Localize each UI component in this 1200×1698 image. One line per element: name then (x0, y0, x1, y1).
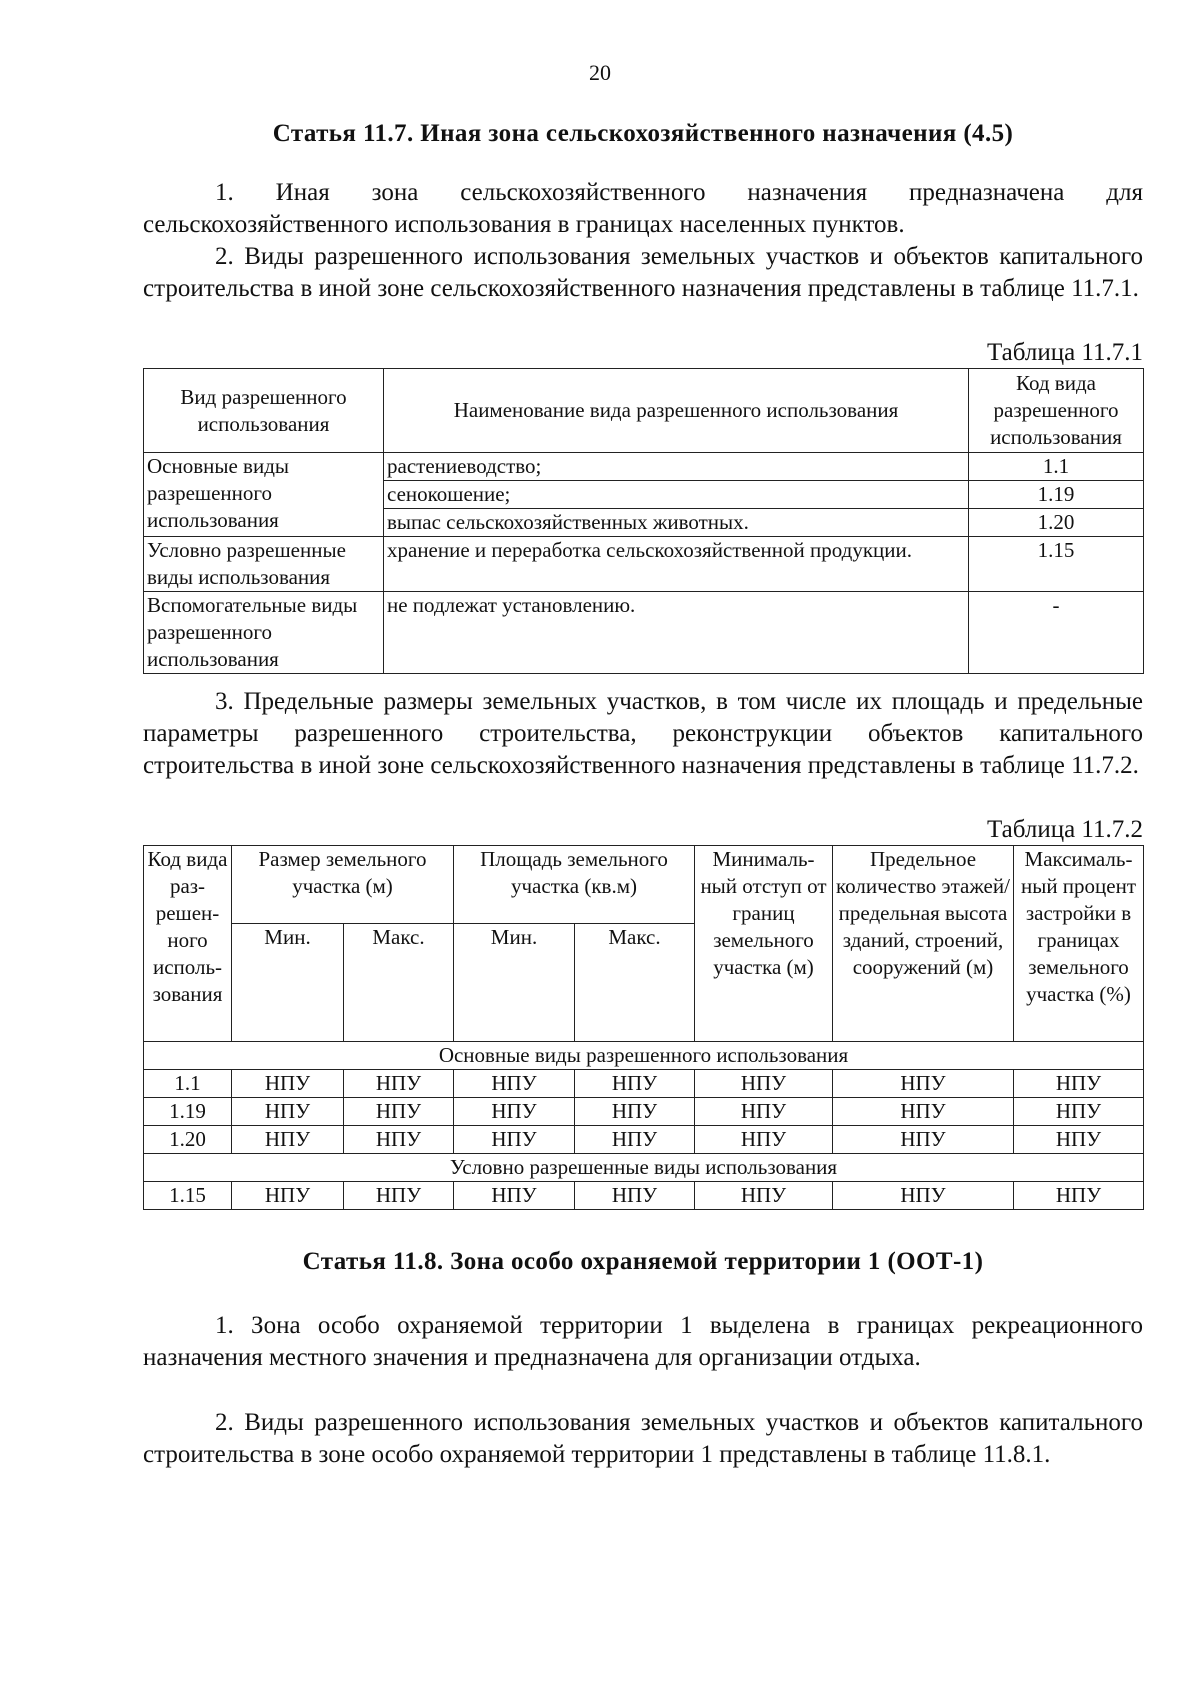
cell-value: НПУ (1014, 1182, 1144, 1210)
cell-value: НПУ (833, 1098, 1014, 1126)
table-row (144, 1126, 1144, 1154)
row-name: растениеводство; (384, 453, 969, 481)
cell-value: НПУ (833, 1070, 1014, 1098)
cell-value: НПУ (575, 1182, 695, 1210)
header-floors: Предельное количество этажей/ предельная высота зданий, строений, сооружений (м) (833, 846, 1014, 1042)
row-code: 1.20 (969, 509, 1144, 537)
cell-value: НПУ (454, 1182, 575, 1210)
table-section-row (144, 1042, 1144, 1070)
row-kind: Основные виды разрешенного использования (144, 453, 384, 537)
cell-value: НПУ (232, 1126, 344, 1154)
table-row (144, 592, 1144, 674)
header-plot-size: Размер земельного участка (м) (232, 846, 454, 924)
cell-value: НПУ (695, 1182, 833, 1210)
header-code: Код вида разрешенного использования (969, 369, 1144, 453)
cell-value: НПУ (454, 1126, 575, 1154)
table-row (144, 453, 1144, 481)
section-conditional: Условно разрешенные виды использования (144, 1154, 1144, 1182)
cell-value: НПУ (232, 1070, 344, 1098)
cell-value: НПУ (575, 1070, 695, 1098)
cell-value: НПУ (344, 1070, 454, 1098)
header-area-max: Макс. (575, 924, 695, 1042)
row-kind: Условно разрешенные виды использования (144, 537, 384, 592)
header-plot-area: Площадь земельного участка (кв.м) (454, 846, 695, 924)
cell-value: НПУ (232, 1098, 344, 1126)
header-code: Код вида раз-решен-ного исполь-зования (144, 846, 232, 1042)
table-header-row (144, 369, 1144, 453)
cell-code: 1.1 (144, 1070, 232, 1098)
table-11-7-2 (143, 845, 1144, 1210)
cell-code: 1.19 (144, 1098, 232, 1126)
row-name: сенокошение; (384, 481, 969, 509)
cell-value: НПУ (344, 1126, 454, 1154)
cell-value: НПУ (232, 1182, 344, 1210)
table-header-row (144, 846, 1144, 924)
article-11-7-paragraph-3: 3. Предельные размеры земельных участков, в том числе их площадь и предельные параметры разрешенного строительства, реконструкции объектов капитального строительства в иной зоне сельскохозяйственного назначения представлены в таблице 11.7.2. (143, 688, 1143, 779)
header-coverage: Максималь-ный процент застройки в границах земельного участка (%) (1014, 846, 1144, 1042)
row-kind: Вспомогательные виды разрешенного использования (144, 592, 384, 674)
cell-value: НПУ (833, 1182, 1014, 1210)
cell-value: НПУ (344, 1098, 454, 1126)
article-11-8-heading: Статья 11.8. Зона особо охраняемой территории 1 (ООТ-1) (302, 1248, 984, 1275)
article-11-7-paragraph-2: 2. Виды разрешенного использования земельных участков и объектов капитального строительства в иной зоне сельскохозяйственного назначения представлены в таблице 11.7.1. (143, 243, 1143, 302)
table-row (144, 537, 1144, 592)
cell-value: НПУ (454, 1070, 575, 1098)
cell-value: НПУ (695, 1070, 833, 1098)
table-11-7-2-caption: Таблица 11.7.2 (987, 816, 1143, 843)
cell-code: 1.15 (144, 1182, 232, 1210)
table-11-7-1 (143, 368, 1144, 674)
section-main: Основные виды разрешенного использования (144, 1042, 1144, 1070)
row-name: выпас сельскохозяйственных животных. (384, 509, 969, 537)
cell-value: НПУ (1014, 1098, 1144, 1126)
article-11-7-paragraph-1: 1. Иная зона сельскохозяйственного назначения предназначена для сельскохозяйственного использования в границах населенных пунктов. (143, 179, 1143, 238)
row-code: 1.1 (969, 453, 1144, 481)
cell-value: НПУ (833, 1126, 1014, 1154)
cell-value: НПУ (575, 1126, 695, 1154)
cell-value: НПУ (1014, 1126, 1144, 1154)
cell-value: НПУ (344, 1182, 454, 1210)
row-code: 1.19 (969, 481, 1144, 509)
cell-value: НПУ (1014, 1070, 1144, 1098)
row-code: 1.15 (969, 537, 1144, 592)
header-setback: Минималь-ный отступ от границ земельного участка (м) (695, 846, 833, 1042)
cell-value: НПУ (695, 1126, 833, 1154)
article-11-7-heading: Статья 11.7. Иная зона сельскохозяйственного назначения (4.5) (272, 120, 1014, 147)
row-name: не подлежат установлению. (384, 592, 969, 674)
header-kind: Вид разрешенного использования (144, 369, 384, 453)
cell-code: 1.20 (144, 1126, 232, 1154)
article-11-8-paragraph-2: 2. Виды разрешенного использования земельных участков и объектов капитального строительства в зоне особо охраняемой территории 1 представлены в таблице 11.8.1. (143, 1409, 1143, 1468)
row-code: - (969, 592, 1144, 674)
row-name: хранение и переработка сельскохозяйственной продукции. (384, 537, 969, 592)
header-size-min: Мин. (232, 924, 344, 1042)
table-row (144, 1098, 1144, 1126)
cell-value: НПУ (575, 1098, 695, 1126)
cell-value: НПУ (695, 1098, 833, 1126)
header-name: Наименование вида разрешенного использования (384, 369, 969, 453)
header-area-min: Мин. (454, 924, 575, 1042)
table-section-row (144, 1154, 1144, 1182)
table-row (144, 1070, 1144, 1098)
page-number: 20 (589, 60, 611, 85)
header-size-max: Макс. (344, 924, 454, 1042)
table-row (144, 1182, 1144, 1210)
table-11-7-1-caption: Таблица 11.7.1 (987, 339, 1143, 366)
cell-value: НПУ (454, 1098, 575, 1126)
article-11-8-paragraph-1: 1. Зона особо охраняемой территории 1 выделена в границах рекреационного назначения местного значения и предназначена для организации отдыха. (143, 1312, 1143, 1371)
